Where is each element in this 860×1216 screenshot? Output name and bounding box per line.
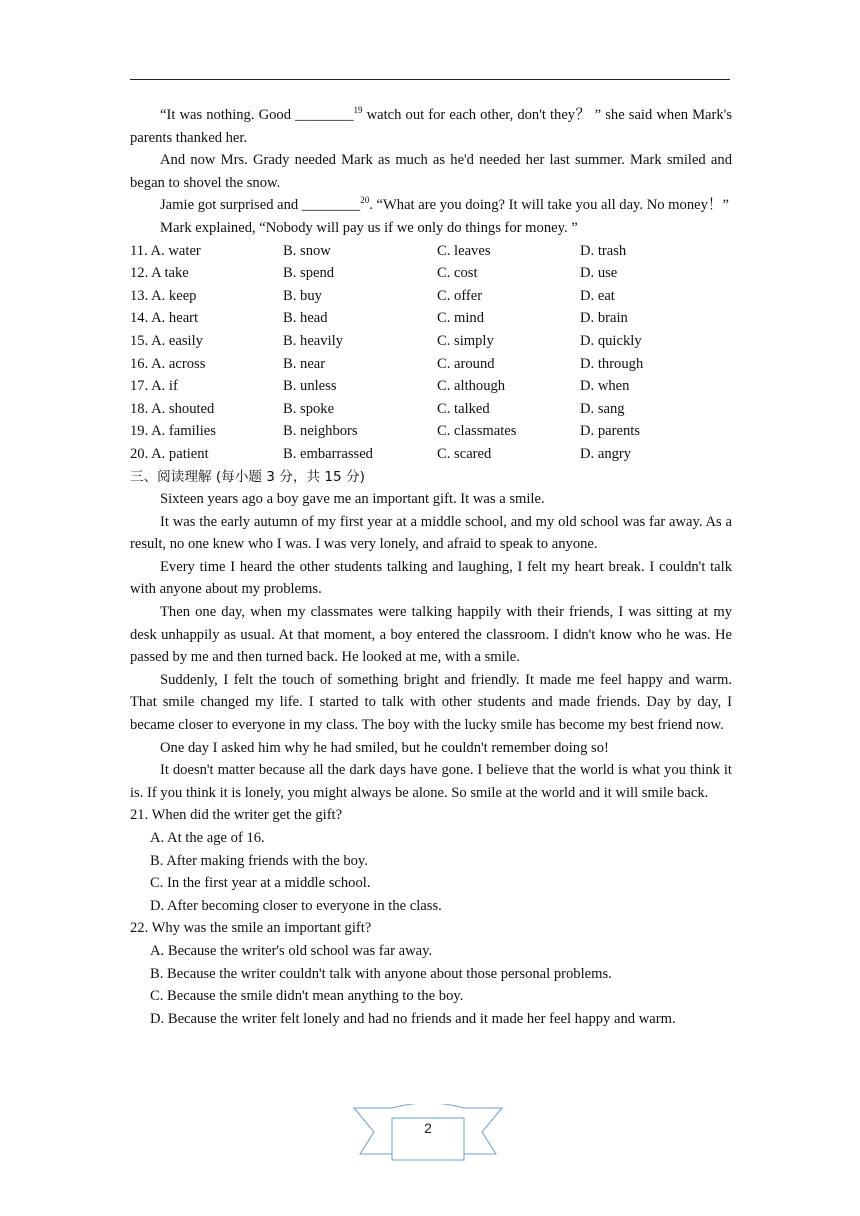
option: 18. A. shouted [130, 400, 215, 417]
option: 15. A. easily [130, 332, 203, 349]
option: C. classmates [437, 423, 517, 440]
option: 17. A. if [130, 378, 178, 395]
reading-paragraph: It was the early autumn of my first year at a middle school, and my old school was far away. As a result, no one knew who I was. I was very lonely, and afraid to speak to anyone. [130, 513, 732, 553]
option: D. when [580, 378, 630, 395]
reading-paragraph: Suddenly, I felt the touch of something bright and friendly. It made me feel happy and warm. That smile changed my life. I started to talk with other students and made friends. Day by day, I became closer to everyone in my class. The boy with the lucky smile has become my best friend now. [130, 671, 732, 734]
header-rule [130, 79, 730, 80]
reading-paragraph: One day I asked him why he had smiled, but he couldn't remember doing so! [160, 739, 609, 756]
option: C. cost [437, 265, 478, 282]
option: B. heavily [283, 332, 343, 349]
text: “It was nothing. Good ________ [160, 107, 354, 123]
text: Jamie got surprised and ________ [160, 197, 361, 214]
option: 20. A. patient [130, 445, 209, 462]
question-choice: A. Because the writer's old school was far away. [150, 942, 433, 959]
reading-paragraph: Sixteen years ago a boy gave me an important gift. It was a smile. [160, 491, 545, 508]
option-row [130, 375, 732, 398]
option: D. quickly [580, 332, 642, 349]
option-row [130, 353, 732, 376]
blank-number: 20 [360, 195, 370, 206]
passage-paragraph-1 [130, 104, 732, 149]
option: C. around [437, 355, 495, 372]
section-title: 三、阅读理解 (每小题 3 分，共 15 分) [130, 468, 365, 485]
option: B. neighbors [283, 423, 358, 440]
text: watch out for each other, don't they？ ” she said when Mark's parents thanked her. [130, 107, 732, 146]
option: D. eat [580, 287, 615, 304]
question-choice: B. After making friends with the boy. [150, 852, 368, 869]
option-row [130, 398, 732, 421]
question-choice: B. Because the writer couldn't talk with anyone about those personal problems. [150, 965, 612, 982]
option: C. talked [437, 400, 490, 417]
option: B. buy [283, 287, 322, 304]
page-content [130, 104, 732, 1030]
option-row [130, 262, 732, 285]
option-row [130, 285, 732, 308]
option: D. parents [580, 423, 640, 440]
option: 13. A. keep [130, 287, 197, 304]
option: D. use [580, 265, 618, 282]
option: C. offer [437, 287, 483, 304]
option: C. simply [437, 332, 494, 349]
option-row [130, 330, 732, 353]
blank-number: 19 [353, 105, 363, 116]
option: D. through [580, 355, 644, 372]
option-row [130, 307, 732, 330]
option: B. unless [283, 378, 337, 395]
option: 16. A. across [130, 355, 206, 372]
passage-paragraph-2: And now Mrs. Grady needed Mark as much as he'd needed her last summer. Mark smiled and began to shovel the snow. [130, 152, 732, 191]
cloze-options [130, 240, 732, 466]
option: D. sang [580, 400, 625, 417]
option: C. mind [437, 310, 485, 327]
question-stem: 22. Why was the smile an important gift? [130, 920, 372, 937]
page-number: 2 [424, 1120, 432, 1136]
question-choice: C. Because the smile didn't mean anything to the boy. [150, 988, 464, 1005]
question-choice: C. In the first year at a middle school. [150, 875, 371, 892]
passage-paragraph-4: Mark explained, “Nobody will pay us if we only do things for money. ” [160, 219, 578, 236]
option: 14. A. heart [130, 310, 199, 327]
option: D. brain [580, 310, 628, 327]
passage-paragraph-3 [130, 194, 732, 217]
option: D. angry [580, 445, 632, 462]
question-choice: D. After becoming closer to everyone in the class. [150, 897, 442, 914]
reading-paragraph: It doesn't matter because all the dark days have gone. I believe that the world is what you think it is. If you think it is lonely, you might always be alone. So smile at the world and it will smile back. [130, 762, 732, 801]
option: C. scared [437, 445, 492, 462]
option: B. spoke [283, 400, 335, 417]
option: B. snow [283, 242, 331, 259]
option: B. embarrassed [283, 445, 373, 462]
option: 11. A. water [130, 242, 201, 259]
option: B. spend [283, 265, 335, 282]
option: B. near [283, 355, 326, 372]
option: D. trash [580, 242, 627, 259]
option: B. head [283, 310, 328, 327]
question-choice: A. At the age of 16. [150, 830, 265, 846]
option-row [130, 420, 732, 443]
reading-paragraph: Then one day, when my classmates were talking happily with their friends, I was sitting at my desk unhappily as usual. At that moment, a boy entered the classroom. I didn't know who he was. He passed by me and then turned back. He looked at me, with a smile. [130, 604, 732, 666]
option: 19. A. families [130, 423, 216, 440]
question-choice: D. Because the writer felt lonely and had no friends and it made her feel happy and warm. [150, 1010, 676, 1027]
option: C. although [437, 378, 506, 395]
option: C. leaves [437, 242, 491, 259]
option-row [130, 443, 732, 466]
reading-paragraph: Every time I heard the other students talking and laughing, I felt my heart break. I couldn't talk with anyone about my problems. [130, 558, 732, 598]
option-row [130, 240, 732, 263]
option: 12. A take [130, 265, 189, 282]
question-stem: 21. When did the writer get the gift? [130, 807, 343, 824]
text: . “What are you doing? It will take you all day. No money！” [369, 197, 729, 214]
